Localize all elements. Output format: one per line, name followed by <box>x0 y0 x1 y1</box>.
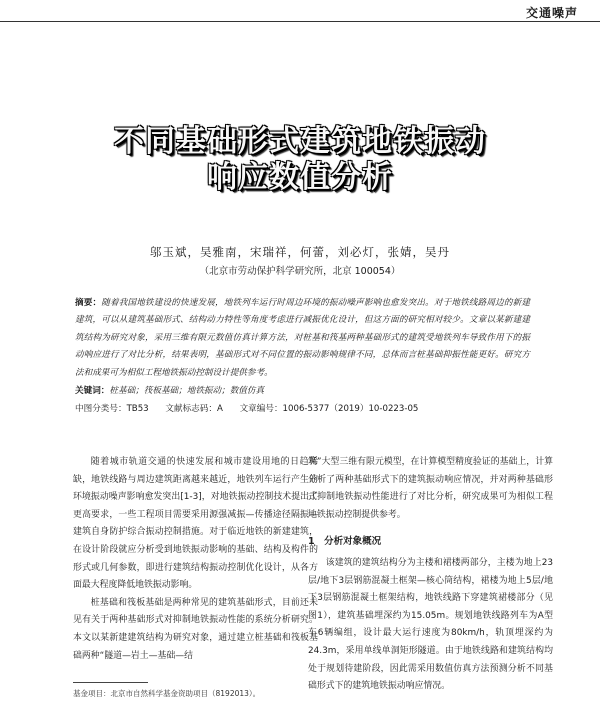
keywords-text: 桩基础；筏板基础；地铁振动；数值仿真 <box>109 386 265 396</box>
keywords-label: 关键词： <box>75 386 110 396</box>
clc-number: 中图分类号：TB53 <box>75 404 149 414</box>
body-paragraph: 筑”大型三维有限元模型，在计算模型精度验证的基础上，计算分析了两种基础形式下的建筑振动响应情况，并对两种基础形式抑制地铁振动性能进行了对比分析，研究成果可为相似工程地铁振动控制提供参考。 <box>308 457 553 520</box>
section-tag: 交通噪声 <box>525 6 578 20</box>
authors: 邬玉斌，吴雅南，宋瑞祥，何蕾，刘必灯，张婧，吴丹 <box>150 245 450 259</box>
body-paragraph: 该建筑的建筑结构分为主楼和裙楼两部分，主楼为地上23层/地下3层钢筋混凝土框架—核心筒结构，裙楼为地上5层/地下3层钢筋混凝土框架结构，地铁线路下穿建筑裙楼部分（见图1），建筑基础埋深约为15.05m。规划地铁线路列车为A型车6辆编组，设计最大运行速度为80km/h，轨顶埋深约为24.3m，采用单线单洞矩形隧道。由于地铁线路和建筑结构均处于规划待建阶段，因此需采用数值仿真方法预测分析不同基础形式下的建筑地铁振动响应情况。 <box>308 557 553 692</box>
body-column-right <box>308 454 553 696</box>
paper-title-line-2: 响应数值分析 <box>207 160 393 195</box>
section-heading: 1 分析对象概况 <box>308 536 382 548</box>
paper-title-line-1: 不同基础形式建筑地铁振动 <box>114 124 486 159</box>
affiliation: （北京市劳动保护科学研究所，北京 100054） <box>199 266 401 277</box>
document-code: 文献标志码：A <box>165 404 223 414</box>
header-rule <box>0 21 600 22</box>
keywords <box>75 384 530 396</box>
article-number: 文章编号：1006-5377（2019）10-0223-05 <box>239 404 419 414</box>
body-column-left <box>73 454 318 665</box>
body-paragraph: 随着城市轨道交通的快速发展和城市建设用地的日趋稀缺，地铁线路与周边建筑距离越来越近，地铁列车运行产生的环境振动噪声影响愈发突出[1-3]，对地铁振动控制技术提出了更高要求，一些工程项目需要采用源强减振—传播途径隔振—建筑自身防护综合振动控制措施。对于临近地铁的新建建筑，在设计阶段就应分析受到地铁振动影响的基础、结构及构件的形式或几何参数，即进行建筑结构振动控制优化设计，从各方面最大程度降低地铁振动影响。 <box>73 457 318 591</box>
footnote-rule <box>73 682 148 683</box>
body-paragraph: 桩基础和筏板基础是两种常见的建筑基础形式，目前还未见有关于两种基础形式对抑制地铁振动性能的系统分析研究。本文以某新建建筑结构为研究对象，通过建立桩基础和筏板基础两种“隧道—岩土—基础—结 <box>73 597 318 661</box>
abstract-label: 摘要： <box>75 298 102 308</box>
footnote: 基金项目：北京市自然科学基金资助项目（8192013）。 <box>73 689 261 698</box>
abstract <box>75 295 530 382</box>
classification-line <box>75 402 545 414</box>
abstract-text: 随着我国地铁建设的快速发展，地铁列车运行时周边环境的振动噪声影响也愈发突出。对于地铁线路周边的新建建筑，可以从建筑基础形式、结构动力特性等角度考虑进行减振优化设计，但这方面的研究相对较少。文章以某新建建筑结构为研究对象，采用三维有限元数值仿真计算方法，对桩基和筏基两种基础形式的建筑受地铁列车导致作用下的振动响应进行了对比分析，结果表明，基础形式对不同位置的振动影响规律不同，总体而言桩基础抑振性能更好。研究方法和成果可为相似工程地铁振动控制设计提供参考。 <box>75 298 530 378</box>
